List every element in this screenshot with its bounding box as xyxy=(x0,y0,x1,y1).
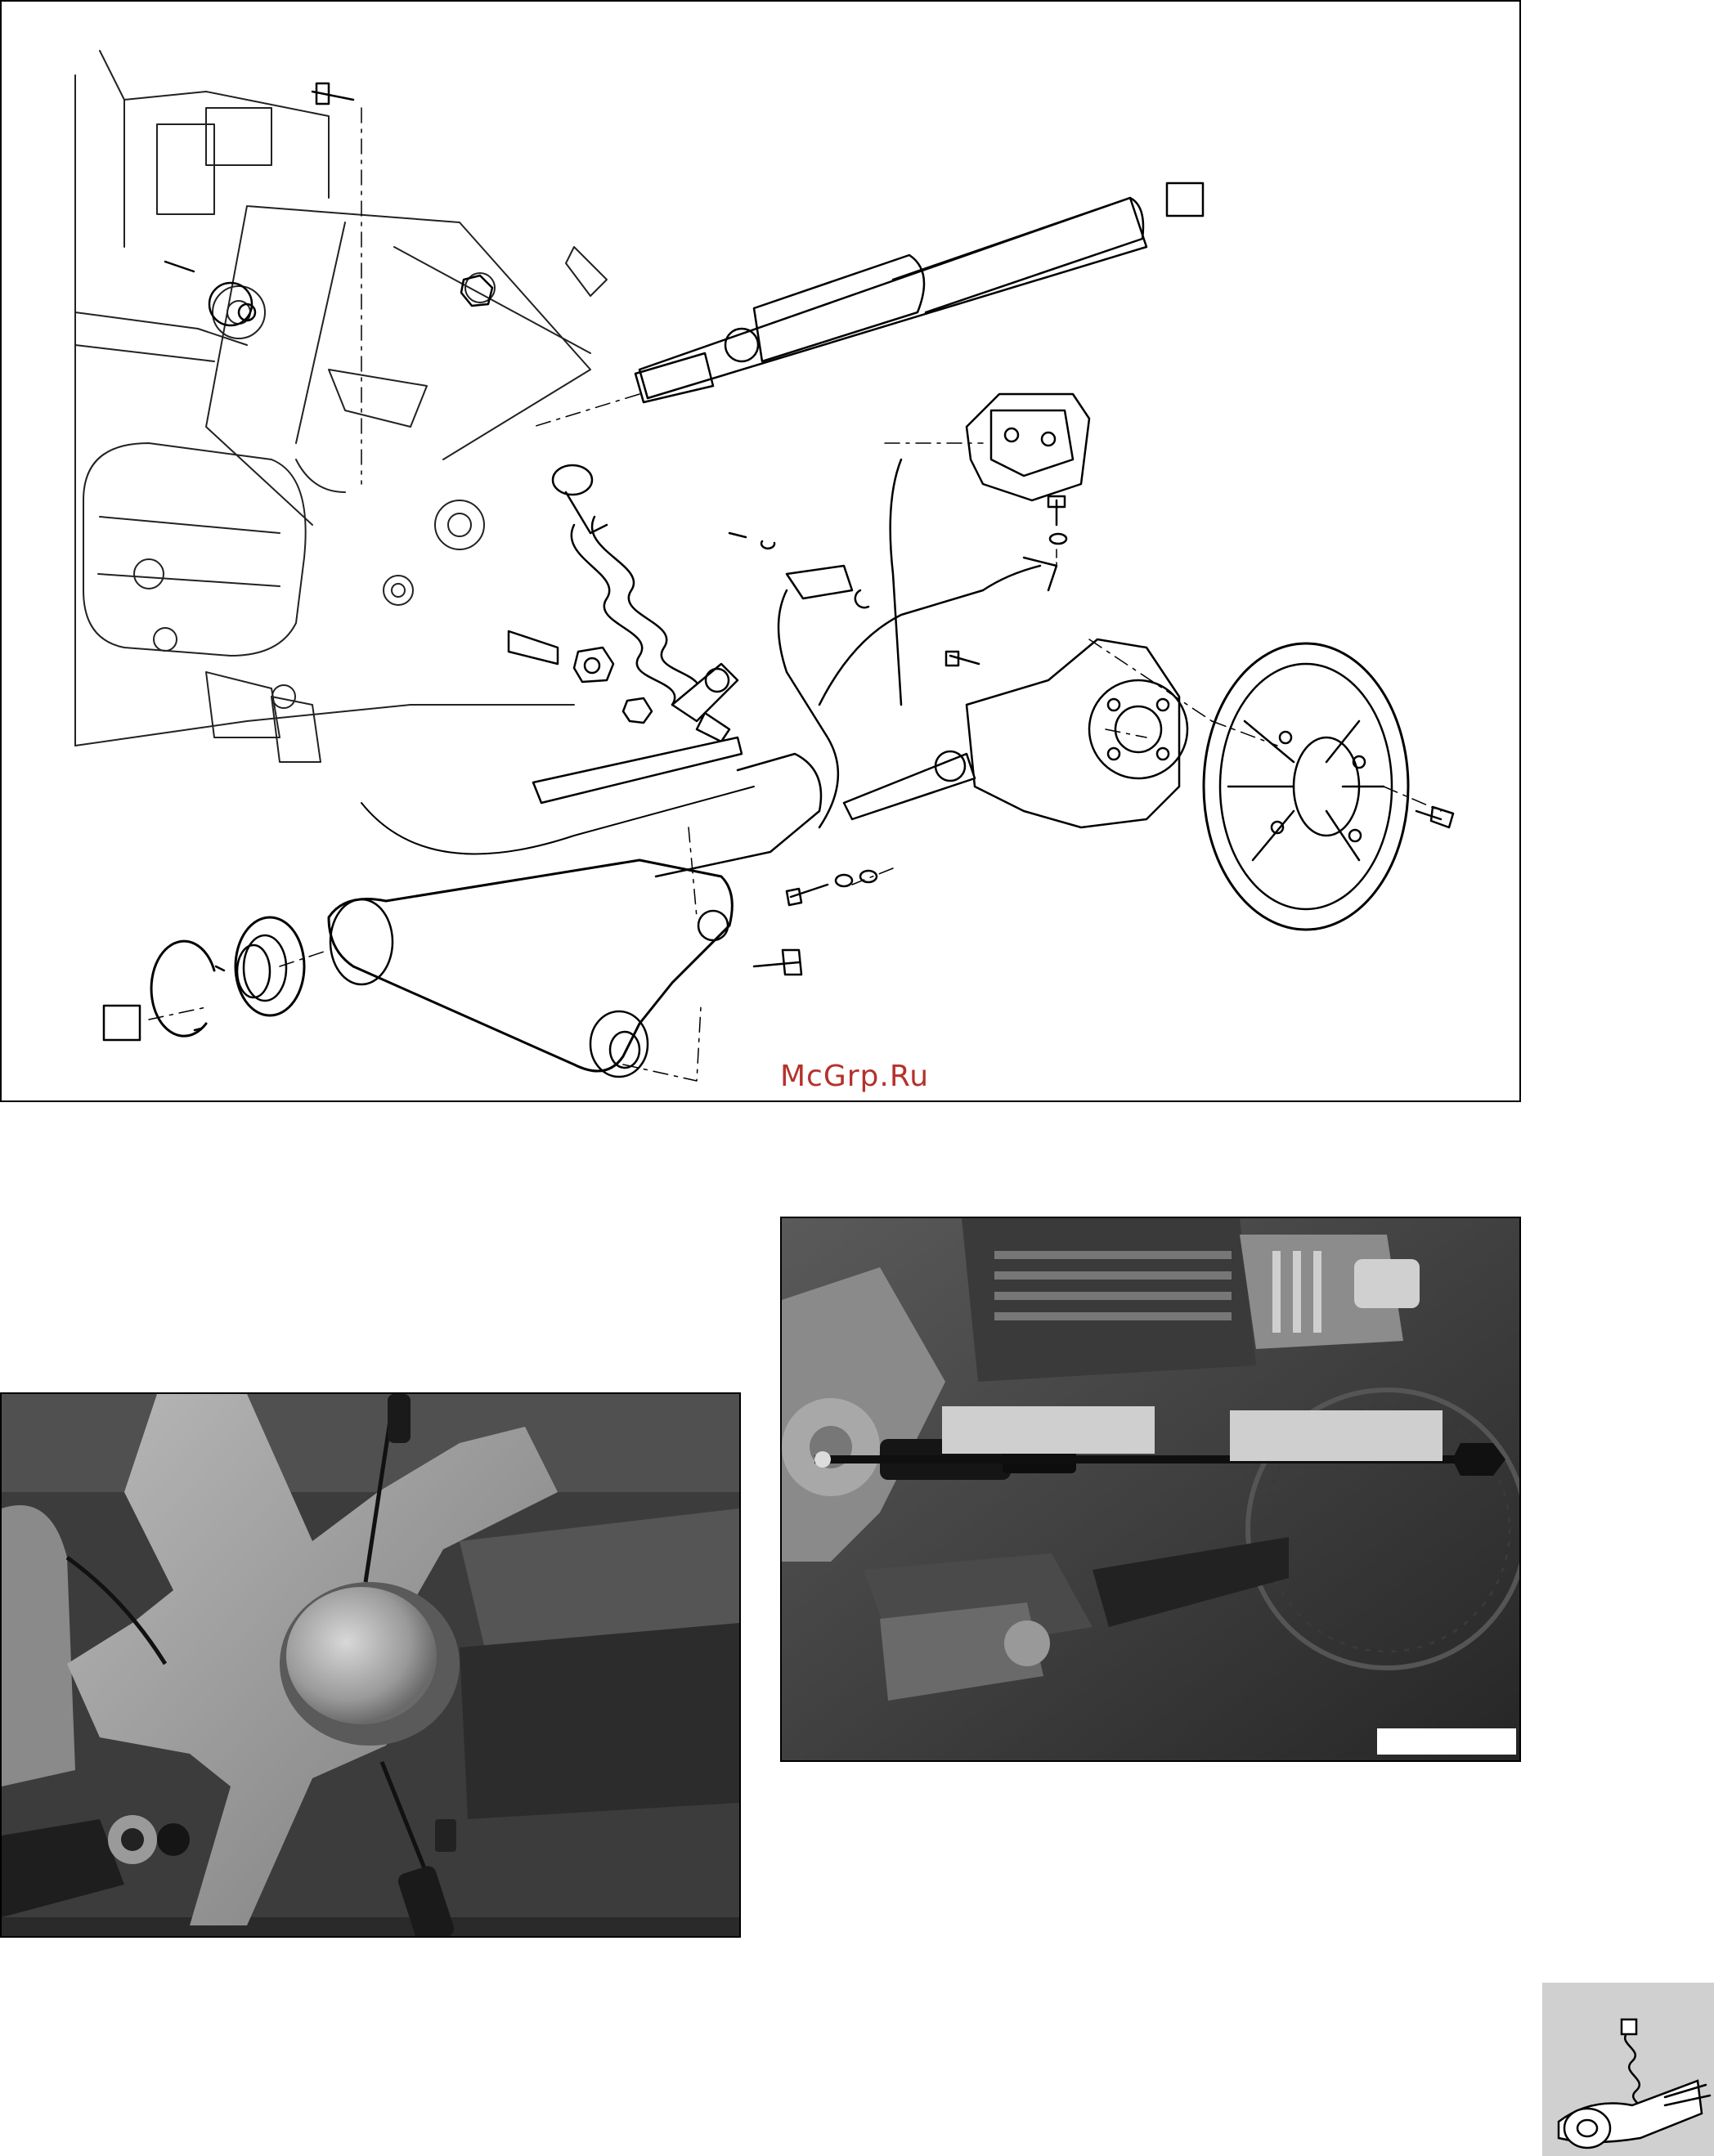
drive-shaft xyxy=(533,198,1146,427)
label-box-1 xyxy=(942,1406,1155,1454)
top-bolt xyxy=(312,83,361,484)
diagram-drawing xyxy=(2,2,1519,1100)
label-box-2 xyxy=(1230,1410,1443,1461)
bearing-seal xyxy=(236,917,304,1015)
exploded-diagram xyxy=(0,0,1521,1102)
section-thumbnail-icon xyxy=(1542,1983,1714,2156)
flange-bolt xyxy=(165,262,255,325)
screwdriver-handle-top xyxy=(388,1394,411,1443)
photo-swingarm-pivot-cap xyxy=(0,1392,741,1938)
brake-caliper xyxy=(885,394,1089,705)
photo-left-image xyxy=(2,1394,739,1936)
stud-and-nut xyxy=(509,631,652,723)
caliper-bolt xyxy=(1048,496,1066,566)
rear-suspension-icon xyxy=(1542,1983,1714,2156)
swingarm xyxy=(329,754,821,1077)
cable-strap xyxy=(533,737,742,803)
rear-bolts xyxy=(787,871,877,905)
label-box-3 xyxy=(1377,1728,1516,1755)
callout-box-2 xyxy=(104,1006,140,1040)
photo-right-image xyxy=(782,1218,1519,1760)
brake-disc xyxy=(1204,643,1453,930)
circlip xyxy=(151,941,224,1036)
watermark-text: McGrp.Ru xyxy=(780,1060,930,1093)
photo-pivot-puller xyxy=(780,1217,1521,1762)
callout-box-1 xyxy=(1167,183,1203,216)
